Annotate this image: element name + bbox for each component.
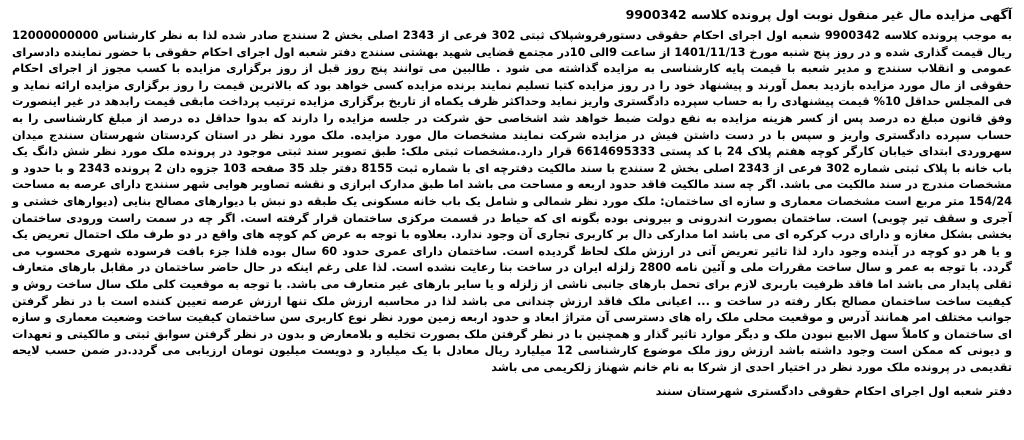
notice-body: به موجب پرونده کلاسه 9900342 شعبه اول اجرای احکام حقوقی دستورفروشپلاک ثبتی 302 فرعی از 2343 اصلی بخش 2 سنندج صادر شده لذا به نظر کارشناس 12000000000 ریال قیمت گذاری شده و در روز پنج شنبه مورخ 1401/11/13 از ساعت 9الی 10در مجتمع قضایی شهید بهشتی سنندج دفتر شعبه اول اجرای احکام حقوقی با حضور نماینده دادسرای عمومی و انقلاب سنندج و مدیر شعبه با قیمت پایه کارشناسی به مزایده گذاشته می شود . طالبین می توانند پنج روز قبل از روز برگزاری مزایده با کسب مجوز از اجرای احکام حقوقی از مال مورد مزایده بازدید بعمل آورند و پیشنهاد خود را در روز مزایده کتبا تسلیم نمایند برنده مزایده کسی خواهد بود که بالاترین قیمت را روز برگزاری مزایده ارائه نماید و فی المجلس حداقل 10% قیمت پیشنهادی را به حساب سپرده دادگستری واریز نماید وحداکثر ظرف یکماه از تاریخ برگزاری مزایده ترتیب پرداخت مابقی قیمت رابدهد در غیر اینصورت وفق قانون مبلغ ده درصد پس از کسر هزینه مزایده به نفع دولت ضبط خواهد شد اشخاصی حق شرکت در جلسه مزایده را دارند که بدوا حداقل ده درصد از مبلغ کارشناسی را به حساب سپرده دادگستری واریز و سپس با در دست داشتن فیش در مزایده شرکت نمایند مشخصات مال مورد مزایده. ملک مورد نظر در استان کردستان شهرستان سنندج میدان سهروردی ابتدای خیابان کارگر کوچه هفتم پلاک 24 با کد پستی 6614695333 قرار دارد.مشخصات ثبتی ملک: طبق تصویر سند ثبتی موجود در پرونده ملک مورد نظر شش دانگ یک باب خانه با پلاک ثبتی شماره 302 فرعی از 2343 اصلی بخش 2 سنندج با سند مالکیت دفترچه ای با شماره ثبت 8155 دفتر جلد 35 صفحه 103 جزوه دان 2 پرونده 2343 و با حدود و مشخصات مندرج در سند مالکیت می باشد. اگر چه سند مالکیت فاقد حدود اربعه و مساحت می باشد اما طبق مدارک ابرازی و نقشه تصاویر هوایی شهر سنندج دارای عرصه به مساحت 154/24 متر مربع است مشخصات معماری و سازه ای ساختمان: ملک مورد نظر شمالی و شامل یک باب خانه مسکونی یک طبقه دو نبش با دیوارهای مصالح بنایی (دیوارهای خشتی و آجری و سقف تیر چوبی) است. ساختمان بصورت اندرونی و بیرونی بوده بگونه ای که حیاط در قسمت مرکزی ساختمان قرار گرفته است. اگر چه در سمت راست ورودی ساختمان بخشی بشکل مغازه و دارای درب کرکره ای می باشد اما مدارکی دال بر کاربری تجاری آن وجود ندارد. بعلاوه با توجه به عرض کم کوچه های واقع در دو طرف ملک احتمال تعریض یک و یا هر دو کوچه در آینده وجود دارد لذا تاثیر تعریض آتی در ارزش ملک لحاظ گردیده است. ساختمان دارای عمری حدود 60 سال بوده فلذا جزء بافت فرسوده شهری محسوب می گردد. با توجه به عمر و سال ساخت مقررات ملی و آئین نامه 2800 زلزله ایران در ساخت بنا رعایت نشده است. لذا علی رغم اینکه در حال حاضر ساختمان در مقابل بارهای متعارف ثقلی پایدار می باشد اما فاقد ظرفیت باربری لازم برای تحمل بارهای جانبی ناشی از زلزله و یا سایر بارهای غیر متعارف می باشد. با توجه به موقعیت کلی ملک سال ساخت روش و کیفیت ساخت ساختمان مصالح بکار رفته در ساخت و ... اعیانی ملک فاقد ارزش چندانی می باشد لذا در محاسبه ارزش ملک تنها ارزش عرصه تعیین کننده است با در نظر گرفتن جوانب مختلف امر همانند آدرس و موقعیت محلی ملک راه های دسترسی آن متراژ ابعاد و حدود اربعه زمین مورد نظر نوع کاربری سن ساختمان کیفیت ساخت وضعیت معماری و سازه ای ساختمان و کاملاً سهل الابیع نبودن ملک و دیگر موارد تاثیر گذار و همچنین با در نظر گرفتن ملک بصورت تخلیه و بلامعارض و بدون در نظر گرفتن سوابق ثبتی و مالکیتی و تعهدات و دیونی که ممکن است وجود داشته باشد ارزش روز ملک موضوع کارشناسی 12 میلیارد ریال معادل با یک میلیارد و دویست میلیون تومان ارزیابی می گردد.در ضمن حسب لایحه تقدیمی در پرونده ملک مورد نظر در اختیار احدی از شرکا به نام خانم شهناز زلکریمی می باشد	[12, 29, 1013, 374]
notice-title: آگهی مزایده مال غیر منقول نوبت اول پرونده کلاسه 9900342	[625, 7, 1012, 22]
notice-footer: دفتر شعبه اول اجرای احکام حقوقی دادگستری شهرستان سنند	[655, 384, 1012, 399]
